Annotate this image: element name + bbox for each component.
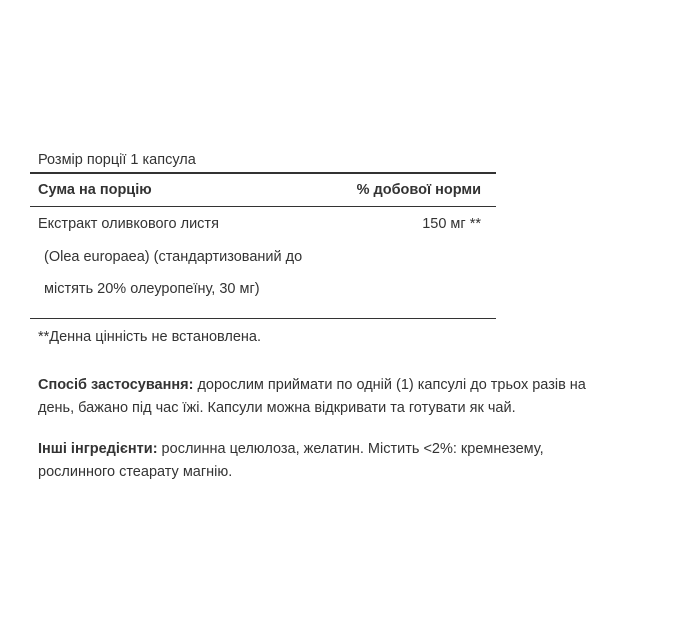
ingredient-amount: 150 мг **: [422, 216, 481, 232]
usage-line-1: [38, 374, 668, 397]
usage-label: Спосіб застосування:: [38, 377, 194, 393]
usage-text-1: дорослим приймати по одній (1) капсулі до трьох разів на: [193, 377, 586, 393]
amount-per-serving-header: Сума на порцію: [38, 182, 152, 198]
other-ingredients-text-2: рослинного стеарату магнію.: [38, 464, 233, 480]
table-header-row: [30, 174, 496, 207]
ingredient-name: Екстракт оливкового листя: [38, 216, 219, 232]
daily-value-header: % добової норми: [356, 182, 481, 198]
supplement-facts-table: [30, 145, 496, 345]
ingredient-detail-line-2: містять 20% олеуропеїну, 30 мг): [44, 281, 260, 297]
usage-paragraph: [38, 374, 668, 420]
footnote: **Денна цінність не встановлена.: [38, 329, 262, 345]
table-bottom-divider: [30, 305, 496, 319]
ingredient-row: [30, 207, 496, 241]
usage-text-2: день, бажано під час їжі. Капсули можна відкривати та готувати як чай.: [38, 400, 516, 416]
other-ingredients-text-1: рослинна целюлоза, желатин. Містить <2%: кремнезему,: [157, 441, 544, 457]
other-ingredients-label: Інші інгредієнти:: [38, 441, 158, 457]
ingredient-detail-line-1: (Olea europaea) (стандартизований до: [44, 249, 303, 265]
other-ingredients-paragraph: [38, 438, 668, 484]
serving-size: Розмір порції 1 капсула: [30, 145, 496, 174]
other-ingredients-line-1: [38, 438, 668, 461]
